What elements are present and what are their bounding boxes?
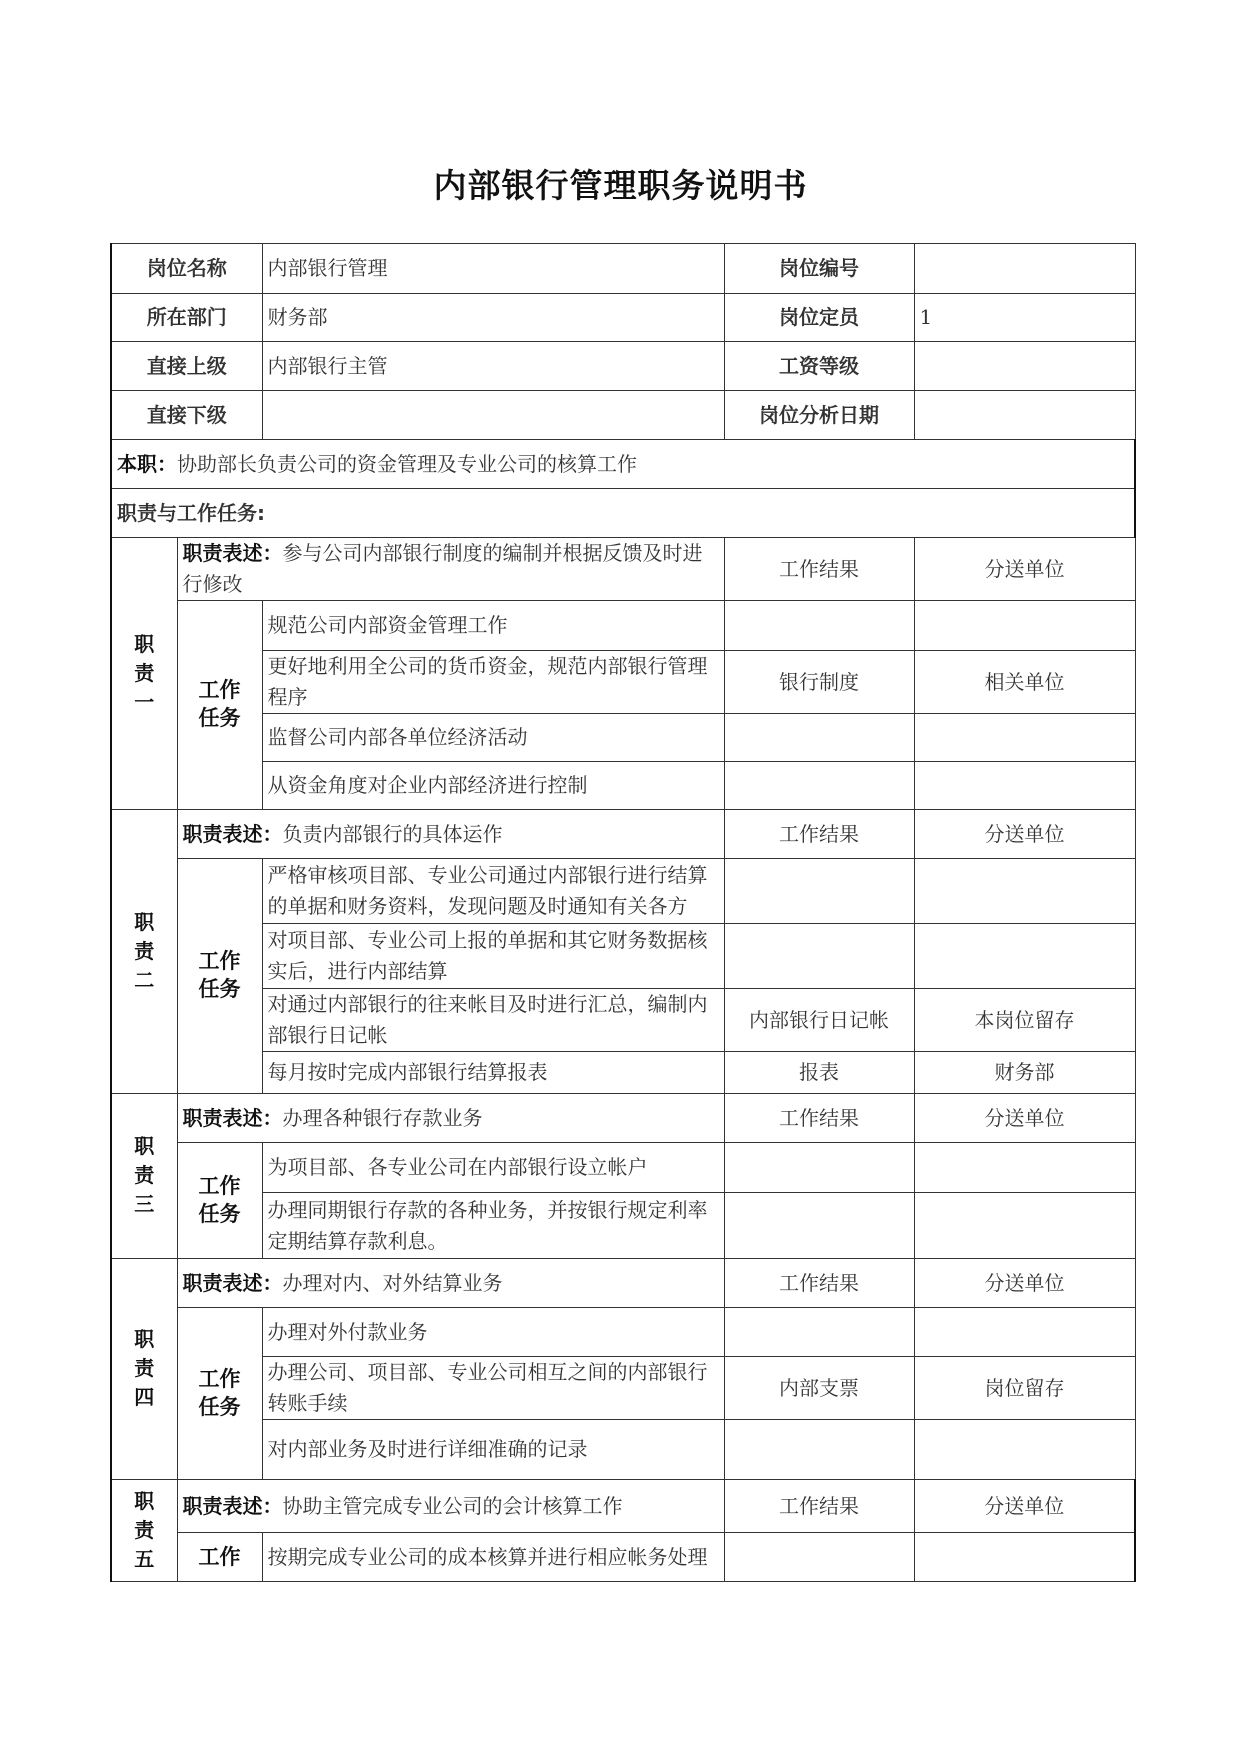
job-description-table: [110, 243, 1136, 1582]
department-label: 所在部门: [111, 294, 262, 342]
resp4-task-row: [111, 1308, 1135, 1357]
resp2-task-4-result: 报表: [724, 1052, 914, 1094]
resp2-task-row: [111, 924, 1135, 989]
resp1-label: 职责一: [134, 631, 155, 714]
resp1-task-1-result: [724, 601, 914, 651]
resp3-task-2-recipient: [914, 1193, 1135, 1259]
main-duty-text: 协助部长负责公司的资金管理及专业公司的核算工作: [177, 451, 637, 476]
resp4-task-row: [111, 1357, 1135, 1420]
resp3-task-2-result: [724, 1193, 914, 1259]
headcount-label: 岗位定员: [724, 294, 914, 342]
resp2-statement: 负责内部银行的具体运作: [282, 821, 503, 846]
resp5-work-label-cell: [177, 1533, 262, 1582]
superior-label: 直接上级: [111, 342, 262, 391]
headcount-value: 1: [914, 294, 1135, 342]
resp1-task-1-recipient: [914, 601, 1135, 651]
resp2-statement-label: 职责表述：: [182, 821, 283, 846]
resp4-task-row: [111, 1420, 1135, 1480]
resp3-statement-row: [111, 1094, 1135, 1143]
resp5-label: 职责五: [134, 1488, 155, 1571]
responsibilities-header: 职责与工作任务:: [111, 489, 1135, 538]
resp4-recipient-header: 分送单位: [914, 1259, 1135, 1308]
subordinate-value: [262, 391, 724, 440]
resp2-label-cell: [111, 810, 177, 1094]
resp1-task-4-result: [724, 762, 914, 810]
resp3-statement-cell: [177, 1094, 724, 1143]
resp3-task-1-result: [724, 1143, 914, 1193]
analysis-date-value: [914, 391, 1135, 440]
resp2-task-4-recipient: 财务部: [914, 1052, 1135, 1094]
resp1-task-row: [111, 762, 1135, 810]
resp1-work-label: 工作任务: [198, 678, 241, 730]
resp4-label: 职责四: [134, 1327, 155, 1409]
resp1-statement-cell: [177, 538, 724, 601]
resp3-label-cell: [111, 1094, 177, 1259]
resp4-task-1-recipient: [914, 1308, 1135, 1357]
resp2-result-header: 工作结果: [724, 810, 914, 859]
position-no-label: 岗位编号: [724, 244, 914, 294]
resp2-task-1-recipient: [914, 859, 1135, 924]
info-row-subordinate: [111, 391, 1135, 440]
resp1-statement-label: 职责表述：: [182, 541, 283, 565]
resp1-task-3-result: [724, 714, 914, 762]
resp2-statement-row: [111, 810, 1135, 859]
resp2-task-1-text: 严格审核项目部、专业公司通过内部银行进行结算的单据和财务资料，发现问题及时通知有关各方: [262, 859, 724, 924]
resp3-label: 职责三: [134, 1134, 155, 1216]
superior-value: 内部银行主管: [262, 342, 724, 391]
resp4-task-3-result: [724, 1420, 914, 1480]
resp4-task-2-text: 办理公司、项目部、专业公司相互之间的内部银行转账手续: [262, 1357, 724, 1420]
resp5-recipient-header: 分送单位: [914, 1480, 1135, 1533]
main-duty-row: [111, 440, 1135, 489]
resp1-task-row: [111, 714, 1135, 762]
info-row-position: [111, 244, 1135, 294]
resp1-statement-row: [111, 538, 1135, 601]
resp2-task-2-text: 对项目部、专业公司上报的单据和其它财务数据核实后，进行内部结算: [262, 924, 724, 989]
resp3-task-row: [111, 1143, 1135, 1193]
subordinate-label: 直接下级: [111, 391, 262, 440]
resp3-task-1-recipient: [914, 1143, 1135, 1193]
resp5-statement-row: [111, 1480, 1135, 1533]
resp4-statement-label: 职责表述：: [182, 1270, 283, 1295]
resp4-statement-row: [111, 1259, 1135, 1308]
resp4-statement-cell: [177, 1259, 724, 1308]
resp5-statement-label: 职责表述：: [182, 1493, 283, 1518]
resp1-task-row: [111, 601, 1135, 651]
resp1-task-2-result: 银行制度: [724, 651, 914, 714]
analysis-date-label: 岗位分析日期: [724, 391, 914, 440]
position-name-value: 内部银行管理: [262, 244, 724, 294]
resp2-task-row: [111, 1052, 1135, 1094]
resp5-task-1-text: 按期完成专业公司的成本核算并进行相应帐务处理: [262, 1533, 724, 1582]
resp1-result-header: 工作结果: [724, 538, 914, 601]
resp1-recipient-header: 分送单位: [914, 538, 1135, 601]
resp1-task-2-text: 更好地利用全公司的货币资金，规范内部银行管理程序: [262, 651, 724, 714]
resp2-work-label: 工作任务: [198, 949, 241, 1001]
position-name-label: 岗位名称: [111, 244, 262, 294]
resp3-task-2-text: 办理同期银行存款的各种业务，并按银行规定利率定期结算存款利息。: [262, 1193, 724, 1259]
resp4-work-label-cell: [177, 1308, 262, 1480]
resp4-task-2-result: 内部支票: [724, 1357, 914, 1420]
resp1-task-2-recipient: 相关单位: [914, 651, 1135, 714]
resp5-result-header: 工作结果: [724, 1480, 914, 1533]
main-duty-label: 本职：: [117, 451, 177, 476]
resp2-task-2-result: [724, 924, 914, 989]
resp1-statement: 参与公司内部银行制度的编制并根据反馈及时进行修改: [182, 541, 703, 596]
resp5-task-1-recipient: [914, 1533, 1135, 1582]
info-row-superior: [111, 342, 1135, 391]
salary-grade-label: 工资等级: [724, 342, 914, 391]
resp4-statement: 办理对内、对外结算业务: [282, 1270, 503, 1295]
resp3-task-1-text: 为项目部、各专业公司在内部银行设立帐户: [262, 1143, 724, 1193]
resp3-result-header: 工作结果: [724, 1094, 914, 1143]
resp3-statement-label: 职责表述：: [182, 1105, 283, 1130]
resp2-label: 职责二: [134, 909, 155, 992]
resp5-task-1-result: [724, 1533, 914, 1582]
resp5-task-row: [111, 1533, 1135, 1582]
resp3-task-row: [111, 1193, 1135, 1259]
resp2-task-3-text: 对通过内部银行的往来帐目及时进行汇总，编制内部银行日记帐: [262, 989, 724, 1052]
resp5-statement-cell: [177, 1480, 724, 1533]
resp2-statement-cell: [177, 810, 724, 859]
resp1-task-4-recipient: [914, 762, 1135, 810]
resp4-task-2-recipient: 岗位留存: [914, 1357, 1135, 1420]
salary-grade-value: [914, 342, 1135, 391]
resp2-work-label-cell: [177, 859, 262, 1094]
resp5-statement: 协助主管完成专业公司的会计核算工作: [282, 1493, 623, 1518]
position-no-value: [914, 244, 1135, 294]
resp4-task-1-result: [724, 1308, 914, 1357]
department-value: 财务部: [262, 294, 724, 342]
resp2-task-3-recipient: 本岗位留存: [914, 989, 1135, 1052]
resp2-task-3-result: 内部银行日记帐: [724, 989, 914, 1052]
resp3-work-label: 工作任务: [198, 1173, 241, 1226]
resp2-task-row: [111, 859, 1135, 924]
info-row-department: [111, 294, 1135, 342]
resp2-task-1-result: [724, 859, 914, 924]
resp4-work-label: 工作任务: [198, 1366, 241, 1419]
resp1-task-1-text: 规范公司内部资金管理工作: [262, 601, 724, 651]
resp4-label-cell: [111, 1259, 177, 1480]
resp3-recipient-header: 分送单位: [914, 1094, 1135, 1143]
resp1-task-row: [111, 651, 1135, 714]
resp1-label-cell: [111, 538, 177, 810]
resp5-work-label: 工作: [198, 1544, 241, 1569]
resp4-result-header: 工作结果: [724, 1259, 914, 1308]
resp2-recipient-header: 分送单位: [914, 810, 1135, 859]
resp4-task-3-text: 对内部业务及时进行详细准确的记录: [262, 1420, 724, 1480]
resp5-label-cell: [111, 1480, 177, 1582]
resp1-task-3-text: 监督公司内部各单位经济活动: [262, 714, 724, 762]
resp1-work-label-cell: [177, 601, 262, 810]
resp4-task-3-recipient: [914, 1420, 1135, 1480]
resp3-statement: 办理各种银行存款业务: [282, 1105, 483, 1130]
resp3-work-label-cell: [177, 1143, 262, 1259]
resp1-task-3-recipient: [914, 714, 1135, 762]
resp4-task-1-text: 办理对外付款业务: [262, 1308, 724, 1357]
main-duty-cell: [111, 440, 1135, 489]
resp1-task-4-text: 从资金角度对企业内部经济进行控制: [262, 762, 724, 810]
resp2-task-4-text: 每月按时完成内部银行结算报表: [262, 1052, 724, 1094]
page-title: 内部银行管理职务说明书: [433, 166, 808, 205]
resp2-task-2-recipient: [914, 924, 1135, 989]
resp2-task-row: [111, 989, 1135, 1052]
responsibilities-header-row: [111, 489, 1135, 538]
